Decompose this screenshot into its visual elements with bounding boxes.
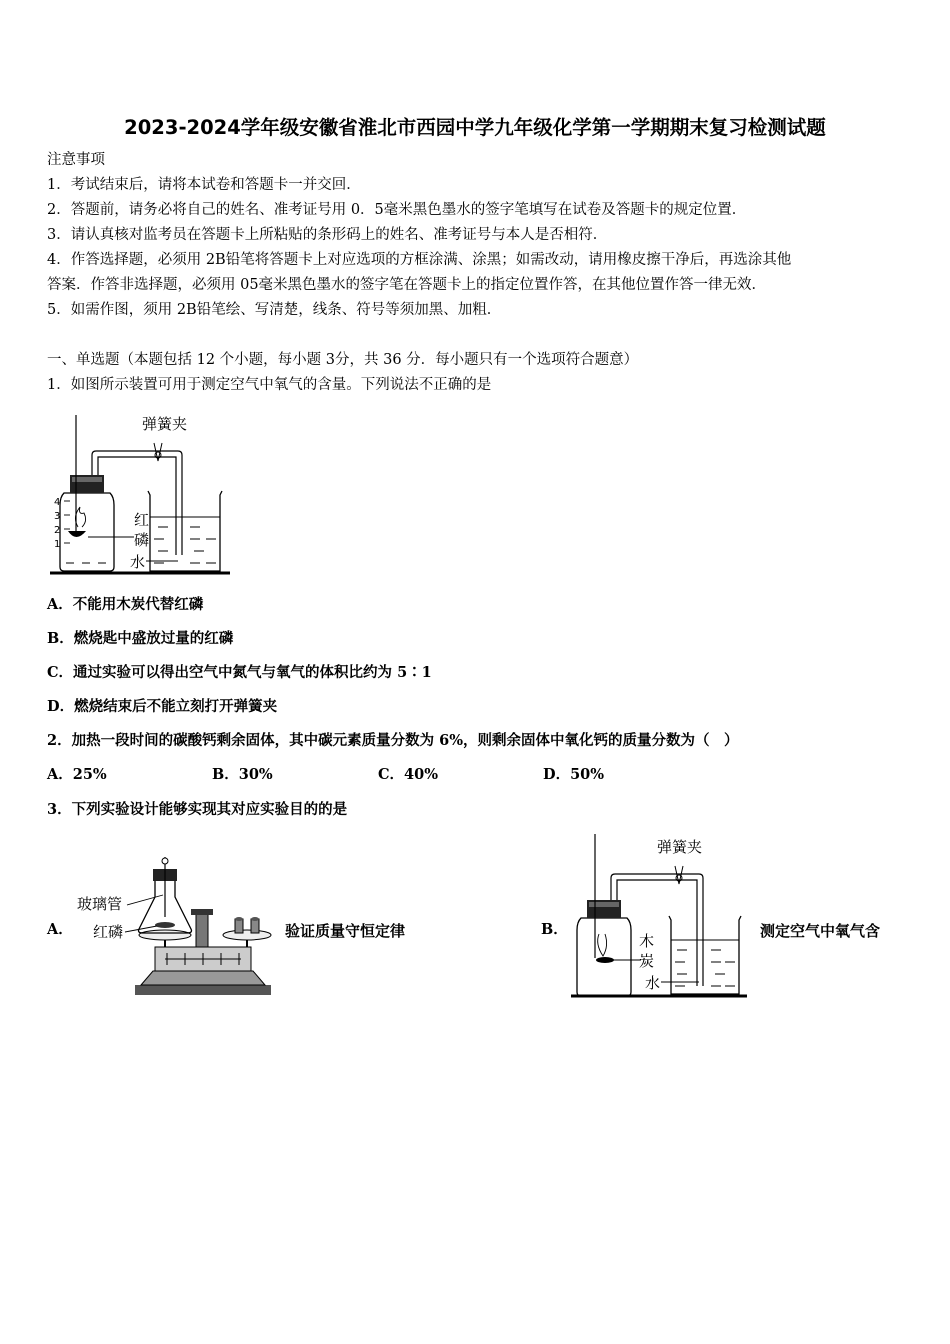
connecting-tube <box>611 874 703 986</box>
q1-option-d: D．燃烧结束后不能立刻打开弹簧夹 <box>47 698 278 715</box>
notice-heading: 注意事项 <box>47 152 105 168</box>
section-heading: 一、单选题（本题包括 12 个小题，每小题 3分，共 36 分．每小题只有一个选项符合题意） <box>47 352 639 368</box>
clamp-label: 弹簧夹 <box>657 838 703 856</box>
q3-option-a-letter: A． <box>47 921 73 938</box>
red-phosphorus-label: 红 <box>134 511 150 529</box>
q1-apparatus-figure <box>50 405 235 577</box>
notice-item: 答案．作答非选择题，必须用 05毫米黑色墨水的签字笔在答题卡上的指定位置作答，在其他位置作答一律无效． <box>47 277 767 293</box>
red-phosphorus-label: 红磷 <box>93 923 124 941</box>
q1-option-a: A．不能用木炭代替红磷 <box>47 596 204 613</box>
scale-label: 1 <box>54 539 61 550</box>
q3-option-b-caption: 测定空气中氧气含 <box>760 922 881 940</box>
glass-tube-label: 玻璃管 <box>77 895 123 913</box>
q3-charcoal-figure <box>565 830 750 1002</box>
notice-item: 1．考试结束后，请将本试卷和答题卡一并交回． <box>47 177 361 193</box>
page-title: 2023-2024学年级安徽省淮北市西园中学九年级化学第一学期期末复习检测试题 <box>124 116 826 139</box>
balance-svg <box>75 855 275 1000</box>
q2-option-d: D．50% <box>543 766 605 783</box>
charcoal-label: 炭 <box>639 952 655 970</box>
q1-apparatus-svg <box>50 405 235 577</box>
jar-body <box>60 493 114 571</box>
scale-label: 3 <box>54 511 61 522</box>
water-label: 水 <box>130 553 146 571</box>
balance-base <box>135 985 271 995</box>
right-pan <box>223 930 271 940</box>
water-label: 水 <box>645 974 661 992</box>
q2-option-c: C．40% <box>378 766 438 783</box>
charcoal-label: 木 <box>639 932 655 950</box>
red-phosphorus <box>155 922 175 928</box>
question-2-stem: 2．加热一段时间的碳酸钙剩余固体，其中碳元素质量分数为 6%，则剩余固体中氧化钙的质量分数为（ ） <box>47 732 739 749</box>
flame-icon <box>598 934 607 956</box>
q3-option-a-caption: 验证质量守恒定律 <box>285 922 406 940</box>
q1-option-c: C．通过实验可以得出空气中氮气与氧气的体积比约为 5∶1 <box>47 664 432 681</box>
combustion-spoon <box>596 957 614 963</box>
scale-label: 4 <box>54 497 61 508</box>
notice-item: 5．如需作图，须用 2B铅笔绘、写清楚，线条、符号等须加黑、加粗． <box>47 302 502 318</box>
combustion-spoon <box>68 531 86 537</box>
question-3-stem: 3．下列实验设计能够实现其对应实验目的的是 <box>47 801 348 818</box>
flame-icon <box>75 507 85 527</box>
clamp-label: 弹簧夹 <box>142 415 188 433</box>
left-pan <box>139 930 191 940</box>
charcoal-apparatus-svg <box>565 830 750 1002</box>
notice-item: 4．作答选择题，必须用 2B铅笔将答题卡上对应选项的方框涂满、涂黑；如需改动，请用橡皮擦干净后，再选涂其他 <box>47 252 792 268</box>
question-1-stem: 1．如图所示装置可用于测定空气中氧气的含量。下列说法不正确的是 <box>47 377 492 393</box>
notice-item: 2．答题前，请务必将自己的姓名、准考证号用 0．5毫米黑色墨水的签字笔填写在试卷及答题卡的规定位置． <box>47 202 747 218</box>
beaker <box>148 491 222 571</box>
q2-option-b: B．30% <box>212 766 273 783</box>
q2-option-a: A．25% <box>47 766 107 783</box>
q3-option-b-letter: B． <box>541 921 568 938</box>
q1-option-b: B．燃烧匙中盛放过量的红磷 <box>47 630 234 647</box>
scale-label: 2 <box>54 525 61 536</box>
q3-balance-figure <box>75 855 275 1000</box>
notice-item: 3．请认真核对监考员在答题卡上所粘贴的条形码上的姓名、准考证号与本人是否相符． <box>47 227 608 243</box>
jar-body <box>577 918 631 996</box>
red-phosphorus-label: 磷 <box>134 531 150 549</box>
